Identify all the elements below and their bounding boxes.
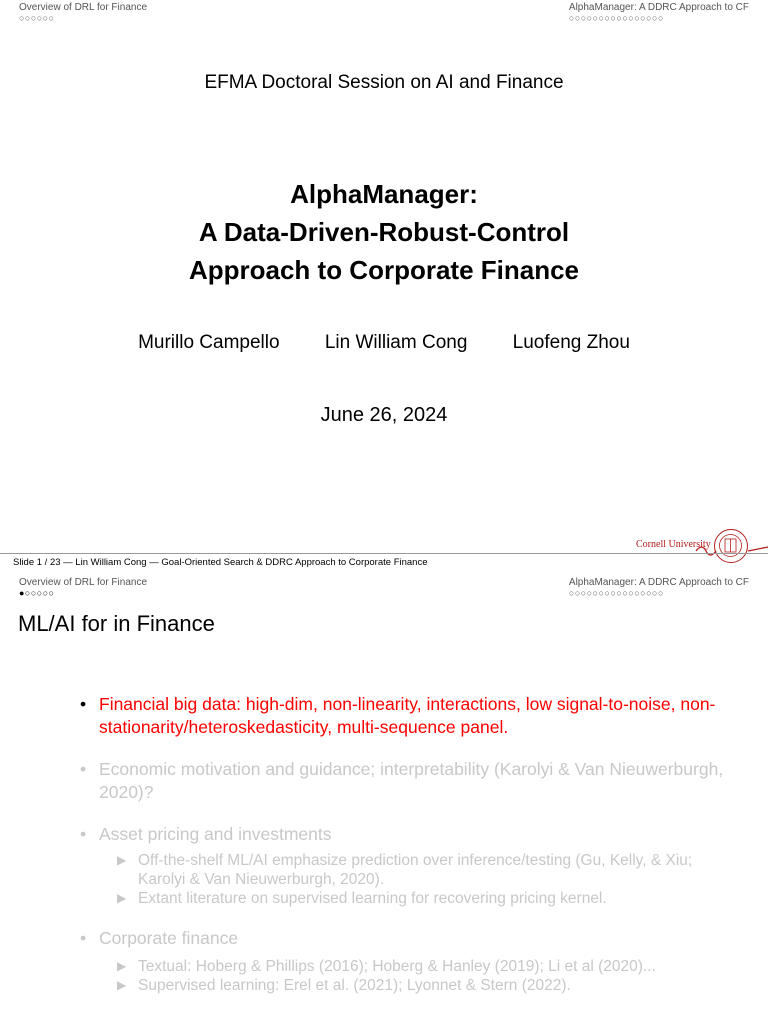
seal-icon [714, 529, 748, 563]
sub-bullet [99, 889, 740, 908]
author-list [0, 332, 768, 354]
slide-footer: Slide 1 / 23 — Lin William Cong — Goal-Oriented Search & DDRC Approach to Corporate Finance [13, 557, 428, 568]
nav-right-dots-2[interactable]: ○○○○○○○○○○○○○○○○ [568, 588, 664, 598]
bullet-item [80, 693, 740, 739]
footer-divider [0, 553, 768, 554]
author-1: Murillo Campello [138, 332, 280, 353]
bullet-dot-icon: • [80, 928, 87, 948]
sub-bullet [99, 976, 740, 995]
logo-swoosh-icon [636, 529, 768, 569]
author-3: Luofeng Zhou [512, 332, 630, 353]
nav-left-label-2[interactable]: Overview of DRL for Finance [19, 577, 148, 588]
bullet-item [80, 927, 740, 995]
triangle-bullet-icon: ▶ [117, 853, 127, 867]
content-slide [0, 575, 768, 1024]
nav-right-section-2[interactable] [569, 577, 749, 598]
sub-bullet-text: Supervised learning: Erel et al. (2021); Lyonnet & Stern (2022). [138, 977, 571, 994]
triangle-bullet-icon: ▶ [117, 959, 127, 973]
nav-left-dots[interactable]: ○○○○○○ [19, 13, 55, 23]
title-line-1: AlphaManager: [290, 179, 478, 209]
presentation-title [0, 175, 768, 289]
nav-left-label[interactable]: Overview of DRL for Finance [19, 2, 148, 13]
sub-bullet-text: Extant literature on supervised learning for recovering pricing kernel. [138, 890, 607, 907]
frame-title: ML/AI for in Finance [18, 611, 215, 636]
bullet-text: Financial big data: high-dim, non-linearity, interactions, low signal-to-noise, non-stationarity/heteroskedasticity, multi-sequence panel. [99, 694, 716, 737]
bullet-text: Economic motivation and guidance; interpretability (Karolyi & Van Nieuwerburgh, 2020)? [99, 759, 724, 802]
cornell-logo [636, 529, 768, 569]
sub-bullet-text: Textual: Hoberg & Phillips (2016); Hoberg & Hanley (2019); Li et al (2020)... [138, 958, 656, 975]
bullet-dot-icon: • [80, 759, 87, 779]
nav-right-dots[interactable]: ○○○○○○○○○○○○○○○○ [568, 13, 664, 23]
bullet-text: Corporate finance [99, 928, 239, 948]
bullet-item [80, 758, 740, 804]
sub-bullet-text: Off-the-shelf ML/AI emphasize prediction over inference/testing (Gu, Kelly, & Xiu; Karolyi & Van Nieuwerburgh, 2020). [138, 852, 693, 888]
bullet-dot-icon: • [80, 694, 87, 714]
event-name: EFMA Doctoral Session on AI and Finance [204, 72, 564, 93]
sub-bullet [99, 851, 740, 889]
nav-left-dots-2[interactable]: ●○○○○○ [19, 588, 55, 598]
nav-right-label[interactable]: AlphaManager: A DDRC Approach to CF [568, 2, 749, 13]
nav-left-section[interactable] [19, 2, 147, 23]
logo-text: Cornell University [636, 539, 711, 550]
sub-bullet [99, 957, 740, 976]
presentation-date: June 26, 2024 [320, 404, 448, 426]
nav-right-label-2[interactable]: AlphaManager: A DDRC Approach to CF [568, 577, 749, 588]
title-line-2: A Data-Driven-Robust-Control [198, 217, 570, 247]
author-2: Lin William Cong [324, 332, 468, 353]
triangle-bullet-icon: ▶ [117, 891, 127, 905]
nav-left-section-2[interactable] [19, 577, 147, 598]
bullet-text: Asset pricing and investments [99, 824, 332, 844]
bullet-dot-icon: • [80, 824, 87, 844]
bullet-list [80, 693, 740, 1014]
triangle-bullet-icon: ▶ [117, 978, 127, 992]
title-line-3: Approach to Corporate Finance [188, 255, 580, 285]
nav-right-section[interactable] [569, 2, 749, 23]
bullet-item [80, 823, 740, 908]
